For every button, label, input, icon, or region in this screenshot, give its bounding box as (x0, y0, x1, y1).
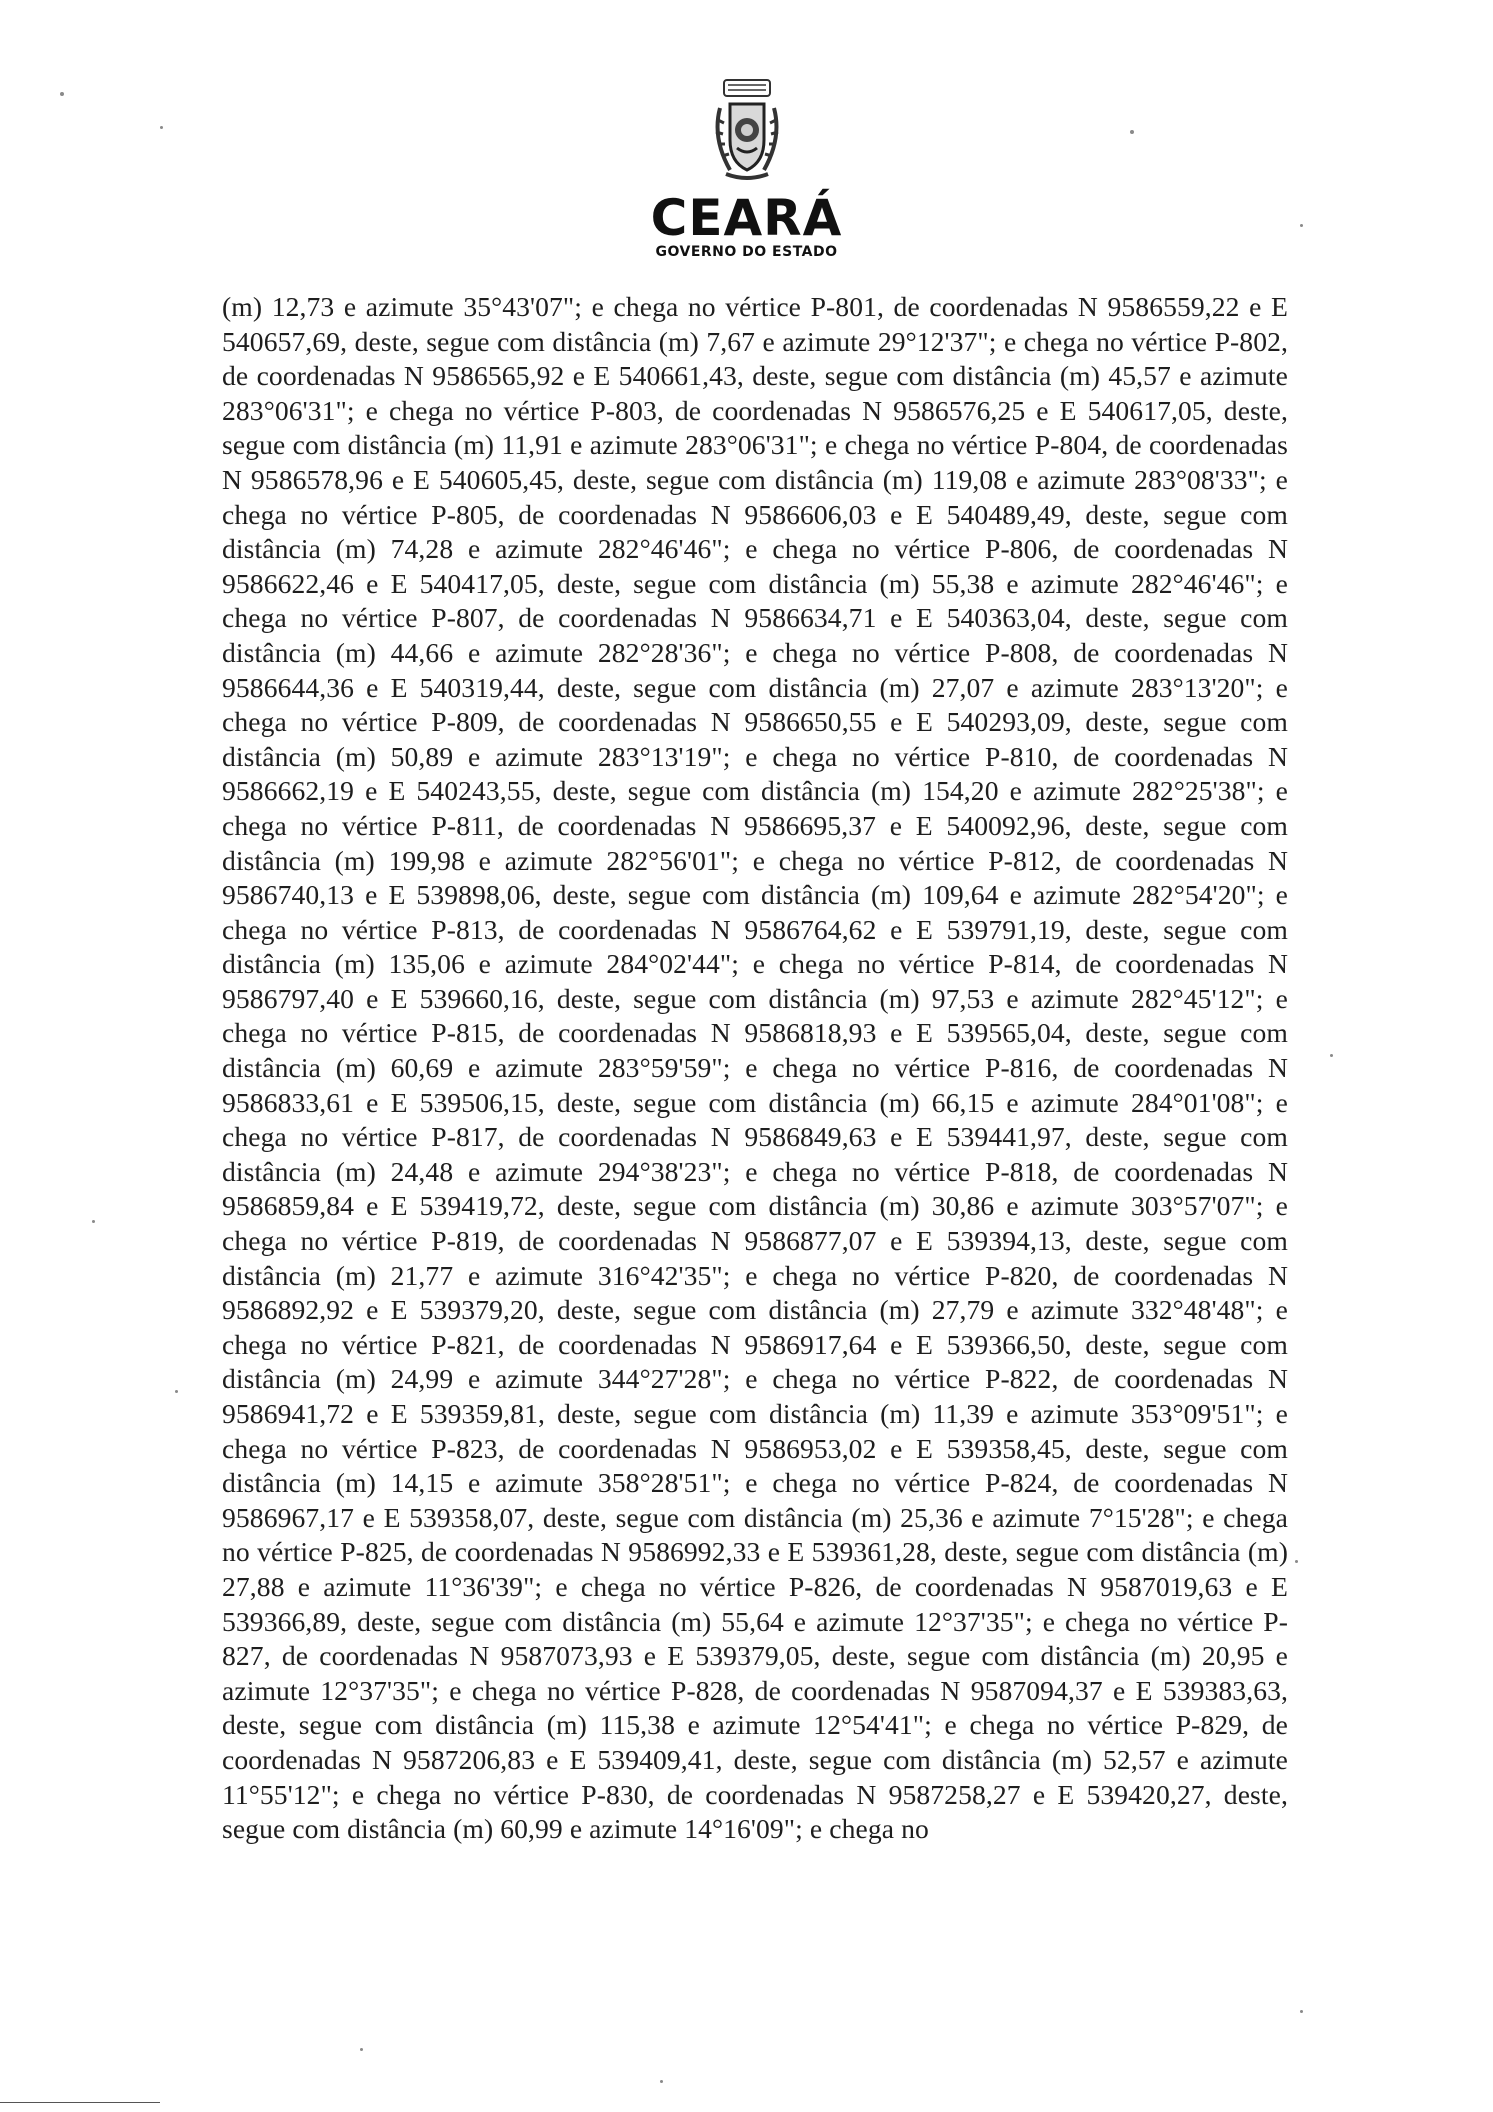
state-subtitle: GOVERNO DO ESTADO (655, 244, 838, 260)
scan-speck (660, 2080, 663, 2083)
scan-speck (1295, 1560, 1298, 1563)
letterhead (0, 78, 1493, 260)
scan-speck (1300, 224, 1303, 227)
scan-speck (60, 92, 64, 96)
scan-speck (92, 1220, 95, 1223)
scan-speck (360, 2048, 363, 2051)
body-paragraph: (m) 12,73 e azimute 35°43'07"; e chega no vértice P-801, de coordenadas N 9586559,22 e E 540657,69, deste, segue com distância (m) 7,67 e azimute 29°12'37"; e chega no vértice P-802, de coordenadas N 9586565,92 e E 540661,43, deste, segue com distância (m) 45,57 e azimute 283°06'31"; e chega no vértice P-803, de coordenadas N 9586576,25 e E 540617,05, deste, segue com distância (m) 11,91 e azimute 283°06'31"; e chega no vértice P-804, de coordenadas N 9586578,96 e E 540605,45, deste, segue com distância (m) 119,08 e azimute 283°08'33"; e chega no vértice P-805, de coordenadas N 9586606,03 e E 540489,49, deste, segue com distância (m) 74,28 e azimute 282°46'46"; e chega no vértice P-806, de coordenadas N 9586622,46 e E 540417,05, deste, segue com distância (m) 55,38 e azimute 282°46'46"; e chega no vértice P-807, de coordenadas N 9586634,71 e E 540363,04, deste, segue com distância (m) 44,66 e azimute 282°28'36"; e chega no vértice P-808, de coordenadas N 9586644,36 e E 540319,44, deste, segue com distância (m) 27,07 e azimute 283°13'20"; e chega no vértice P-809, de coordenadas N 9586650,55 e E 540293,09, deste, segue com distância (m) 50,89 e azimute 283°13'19"; e chega no vértice P-810, de coordenadas N 9586662,19 e E 540243,55, deste, segue com distância (m) 154,20 e azimute 282°25'38"; e chega no vértice P-811, de coordenadas N 9586695,37 e E 540092,96, deste, segue com distância (m) 199,98 e azimute 282°56'01"; e chega no vértice P-812, de coordenadas N 9586740,13 e E 539898,06, deste, segue com distância (m) 109,64 e azimute 282°54'20"; e chega no vértice P-813, de coordenadas N 9586764,62 e E 539791,19, deste, segue com distância (m) 135,06 e azimute 284°02'44"; e chega no vértice P-814, de coordenadas N 9586797,40 e E 539660,16, deste, segue com distância (m) 97,53 e azimute 282°45'12"; e chega no vértice P-815, de coordenadas N 9586818,93 e E 539565,04, deste, segue com distância (m) 60,69 e azimute 283°59'59"; e chega no vértice P-816, de coordenadas N 9586833,61 e E 539506,15, deste, segue com distância (m) 66,15 e azimute 284°01'08"; e chega no vértice P-817, de coordenadas N 9586849,63 e E 539441,97, deste, segue com distância (m) 24,48 e azimute 294°38'23"; e chega no vértice P-818, de coordenadas N 9586859,84 e E 539419,72, deste, segue com distância (m) 30,86 e azimute 303°57'07"; e chega no vértice P-819, de coordenadas N 9586877,07 e E 539394,13, deste, segue com distância (m) 21,77 e azimute 316°42'35"; e chega no vértice P-820, de coordenadas N 9586892,92 e E 539379,20, deste, segue com distância (m) 27,79 e azimute 332°48'48"; e chega no vértice P-821, de coordenadas N 9586917,64 e E 539366,50, deste, segue com distância (m) 24,99 e azimute 344°27'28"; e chega no vértice P-822, de coordenadas N 9586941,72 e E 539359,81, deste, segue com distância (m) 11,39 e azimute 353°09'51"; e chega no vértice P-823, de coordenadas N 9586953,02 e E 539358,45, deste, segue com distância (m) 14,15 e azimute 358°28'51"; e chega no vértice P-824, de coordenadas N 9586967,17 e E 539358,07, deste, segue com distância (m) 25,36 e azimute 7°15'28"; e chega no vértice P-825, de coordenadas N 9586992,33 e E 539361,28, deste, segue com distância (m) 27,88 e azimute 11°36'39"; e chega no vértice P-826, de coordenadas N 9587019,63 e E 539366,89, deste, segue com distância (m) 55,64 e azimute 12°37'35"; e chega no vértice P-827, de coordenadas N 9587073,93 e E 539379,05, deste, segue com distância (m) 20,95 e azimute 12°37'35"; e chega no vértice P-828, de coordenadas N 9587094,37 e E 539383,63, deste, segue com distância (m) 115,38 e azimute 12°54'41"; e chega no vértice P-829, de coordenadas N 9587206,83 e E 539409,41, deste, segue com distância (m) 52,57 e azimute 11°55'12"; e chega no vértice P-830, de coordenadas N 9587258,27 e E 539420,27, deste, segue com distância (m) 60,99 e azimute 14°16'09"; e chega no (222, 291, 1288, 1845)
bottom-edge-line (0, 2102, 160, 2103)
scan-speck (1300, 2010, 1303, 2013)
scan-speck (160, 126, 163, 129)
coat-of-arms-icon (710, 78, 784, 186)
scan-speck (175, 1390, 178, 1393)
state-name: CEARÁ (650, 189, 843, 247)
scan-speck (1330, 1054, 1333, 1057)
scan-speck (1130, 130, 1134, 134)
